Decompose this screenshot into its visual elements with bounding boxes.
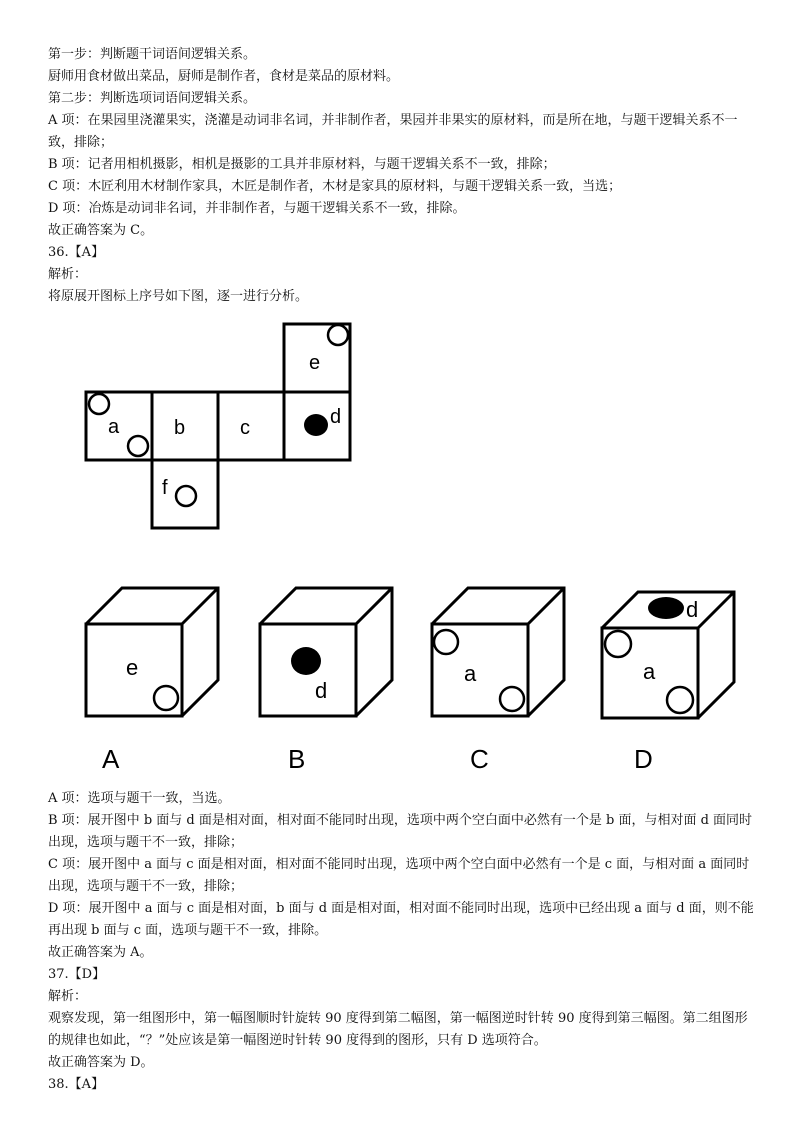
question-number: 38.【A】 — [48, 1077, 105, 1092]
text-line: B 项：记者用相机摄影，相机是摄影的工具并非原材料，与题干逻辑关系不一致，排除； — [48, 157, 556, 172]
net-label-a: a — [108, 416, 120, 438]
cube-option-c — [432, 588, 564, 716]
text-line: 故正确答案为 D。 — [48, 1055, 154, 1070]
net-face-c — [218, 392, 284, 460]
option-label-d: D — [634, 744, 653, 774]
hollow-circle-icon — [328, 325, 348, 345]
hollow-circle-icon — [605, 631, 631, 657]
text-line: 故正确答案为 C。 — [48, 223, 154, 238]
net-label-d: d — [330, 406, 342, 428]
hollow-circle-icon — [434, 630, 458, 654]
hollow-circle-icon — [667, 687, 693, 713]
filled-dot-icon — [291, 647, 321, 675]
text-line: A 项：在果园里浇灌果实，浇灌是动词非名词，并非制作者，果园并非果实的原材料，而是所在地，与题干逻辑关系不一致，排除； — [48, 113, 738, 150]
analysis-label: 解析： — [48, 267, 88, 282]
text-line: A 项：选项与题干一致，当选。 — [48, 791, 231, 806]
hollow-circle-icon — [128, 436, 148, 456]
cube-b-face-label: d — [315, 678, 328, 703]
text-line: 观察发现，第一组图形中，第一幅图顺时针旋转 90 度得到第二幅图，第一幅图逆时针转 90 度得到第三幅图。第二组图形的规律也如此，“？”处应该是第一幅图逆时针转 90 度得到的图形，只有 D 选项符合。 — [48, 1011, 748, 1048]
net-label-c: c — [240, 417, 250, 439]
option-label-a: A — [102, 744, 120, 774]
question-number: 36.【A】 — [48, 245, 105, 260]
filled-dot-icon — [648, 597, 684, 619]
hollow-circle-icon — [89, 394, 109, 414]
analysis-36-37-block — [48, 788, 758, 1096]
cube-d-top-label: d — [686, 597, 699, 622]
text-line: 第二步：判断选项词语间逻辑关系。 — [48, 91, 257, 106]
net-label-e: e — [309, 352, 321, 374]
net-label-b: b — [174, 417, 186, 439]
analysis-label: 解析： — [48, 989, 88, 1004]
text-line: 第一步：判断题干词语间逻辑关系。 — [48, 47, 257, 62]
text-line: 将原展开图标上序号如下图，逐一进行分析。 — [48, 289, 309, 304]
cube-option-a — [86, 588, 218, 716]
option-label-b: B — [288, 744, 306, 774]
text-line: D 项：冶炼是动词非名词，并非制作者，与题干逻辑关系不一致，排除。 — [48, 201, 466, 216]
question-number: 37.【D】 — [48, 967, 106, 982]
cube-a-face-label: e — [126, 655, 139, 680]
cube-c-face-label: a — [464, 661, 477, 686]
cube-net-figure — [80, 318, 370, 536]
text-line: C 项：木匠利用木材制作家具，木匠是制作者，木材是家具的原材料，与题干逻辑关系一致，当选； — [48, 179, 622, 194]
filled-dot-icon — [304, 414, 328, 436]
text-line: 厨师用食材做出菜品，厨师是制作者，食材是菜品的原材料。 — [48, 69, 400, 84]
option-cubes-figure — [70, 578, 750, 778]
net-label-f: f — [162, 477, 168, 499]
text-line: B 项：展开图中 b 面与 d 面是相对面，相对面不能同时出现，选项中两个空白面中必然有一个是 b 面，与相对面 d 面同时出现，选项与题干不一致，排除； — [48, 813, 753, 850]
cube-d-front-label: a — [643, 659, 656, 684]
text-line: D 项：展开图中 a 面与 c 面是相对面，b 面与 d 面是相对面，相对面不能同时出现，选项中已经出现 a 面与 d 面，则不能再出现 b 面与 c 面，选项与题干不一致，排除。 — [48, 901, 754, 938]
option-label-c: C — [470, 744, 489, 774]
text-line: C 项：展开图中 a 面与 c 面是相对面，相对面不能同时出现，选项中两个空白面中必然有一个是 c 面，与相对面 a 面同时出现，选项与题干不一致，排除； — [48, 857, 750, 894]
text-line: 故正确答案为 A。 — [48, 945, 153, 960]
hollow-circle-icon — [500, 687, 524, 711]
hollow-circle-icon — [176, 486, 196, 506]
analysis-35-block — [48, 44, 758, 308]
hollow-circle-icon — [154, 686, 178, 710]
